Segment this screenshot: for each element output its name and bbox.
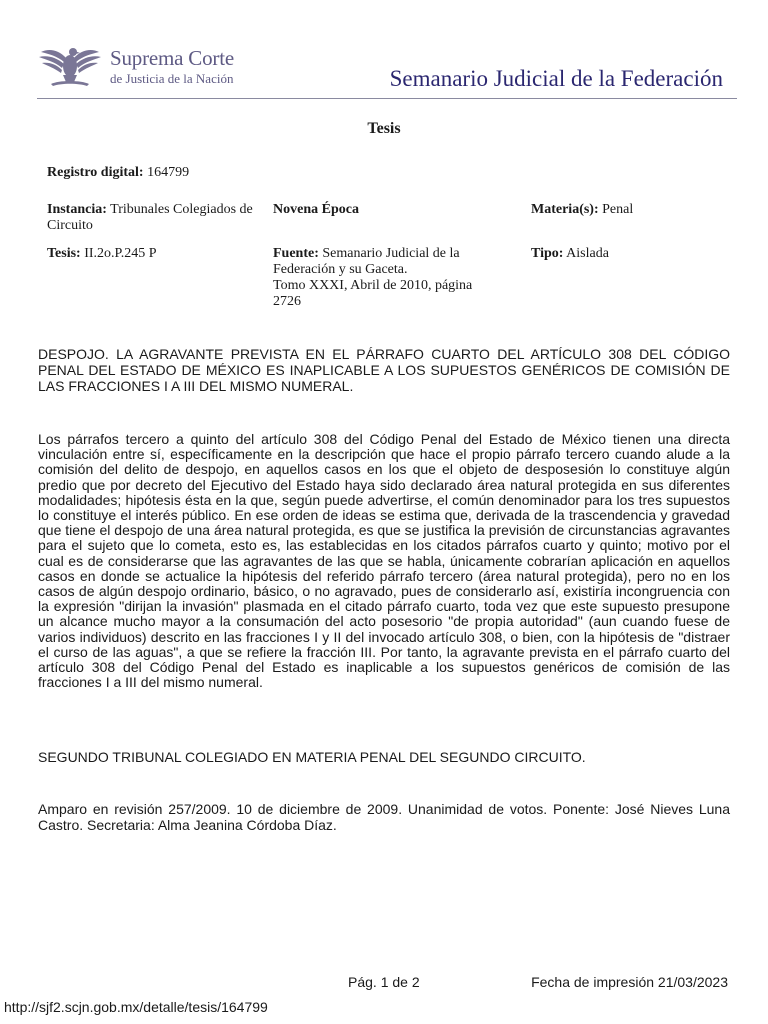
- document-type-heading: Tesis: [367, 120, 401, 137]
- epoca-field: [273, 202, 493, 218]
- page-number: Pág. 1 de 2: [348, 974, 420, 990]
- tesis-value: II.2o.P.245 P: [84, 246, 157, 261]
- materia-label: Materia(s):: [531, 202, 599, 217]
- header-divider: [37, 98, 737, 99]
- fuente-value: Semanario Judicial de la Federación y su Gaceta.: [273, 246, 460, 277]
- thesis-body: Los párrafos tercero a quinto del artículo 308 del Código Penal del Estado de México tienen una directa vinculación entre sí, específicamente en la descripción que hace el propio párrafo tercero cuando alude a la comisión del delito de despojo, en aquellos casos en los que el objeto de desposesión lo constituye algún predio que por decreto del Ejecutivo del Estado haya sido declarado área natural protegida en sus diferentes modalidades; hipótesis ésta en la que, según puede advertirse, el común denominador para los tres supuestos lo constituye el interés público. En ese orden de ideas se estima que, derivada de la trascendencia y gravedad que tiene el despojo de una área natural protegida, es que se justifica la previsión de circunstancias agravantes para el sujeto que lo cometa, esto es, las establecidas en los citados párrafos cuarto y quinto; motivo por el cual es de considerarse que las agravantes de las que se habla, únicamente cobrarían aplicación en aquellos casos en donde se actualice la hipótesis del referido párrafo tercero (área natural protegida), pero no en los casos de algún despojo ordinario, básico, o no agravado, pues de considerarlo así, existiría incongruencia con la expresión "dirijan la invasión" plasmada en el citado párrafo cuarto, toda vez que este supuesto presupone un alcance mucho mayor a la consumación del acto posesorio "de propia autoridad" (aun cuando fuese de varios individuos) descrito en las fracciones I y II del invocado artículo 308, o bien, con la hipótesis de "distraer el curso de las aguas", a que se refiere la fracción III. Por tanto, la agravante prevista en el párrafo cuarto del artículo 308 del Código Penal del Estado es inaplicable a los supuestos genéricos de comisión de las fracciones I a III del mismo numeral.: [38, 431, 730, 691]
- instancia-field: [47, 202, 267, 234]
- court-name: SEGUNDO TRIBUNAL COLEGIADO EN MATERIA PENAL DEL SEGUNDO CIRCUITO.: [38, 749, 586, 765]
- registro-label: Registro digital:: [47, 165, 144, 180]
- registro-value: 164799: [147, 165, 190, 180]
- materia-value: Penal: [602, 202, 634, 217]
- instancia-label: Instancia:: [47, 202, 107, 217]
- fuente-tomo: Tomo XXXI, Abril de 2010, página 2726: [273, 278, 473, 309]
- logo-subtitle: de Justicia de la Nación: [110, 71, 234, 86]
- tesis-label: Tesis:: [47, 246, 81, 261]
- fuente-label: Fuente:: [273, 246, 319, 261]
- print-date: Fecha de impresión 21/03/2023: [531, 974, 728, 990]
- materia-field: [531, 202, 731, 218]
- registro-field: [47, 165, 347, 181]
- publication-title: Semanario Judicial de la Federación: [389, 66, 723, 91]
- eagle-emblem-icon: [37, 42, 103, 88]
- tipo-value: Aislada: [566, 246, 609, 261]
- fuente-field: [273, 246, 503, 310]
- precedent-text: Amparo en revisión 257/2009. 10 de diciembre de 2009. Unanimidad de votos. Ponente: José Nieves Luna Castro. Secretaria: Alma Jeanina Córdoba Díaz.: [38, 801, 730, 833]
- logo-title: Suprema Corte: [110, 46, 234, 70]
- instancia-value: Tribunales Colegiados de Circuito: [47, 202, 253, 233]
- tesis-field: [47, 246, 267, 262]
- scjn-logo: [37, 40, 267, 90]
- epoca-value: Novena Época: [273, 202, 359, 217]
- tipo-field: [531, 246, 731, 262]
- source-url: http://sjf2.scjn.gob.mx/detalle/tesis/164799: [4, 999, 268, 1015]
- tipo-label: Tipo:: [531, 246, 564, 261]
- thesis-heading: DESPOJO. LA AGRAVANTE PREVISTA EN EL PÁRRAFO CUARTO DEL ARTÍCULO 308 DEL CÓDIGO PENAL DEL ESTADO DE MÉXICO ES INAPLICABLE A LOS SUPUESTOS GENÉRICOS DE COMISIÓN DE LAS FRACCIONES I A III DEL MISMO NUMERAL.: [38, 346, 730, 394]
